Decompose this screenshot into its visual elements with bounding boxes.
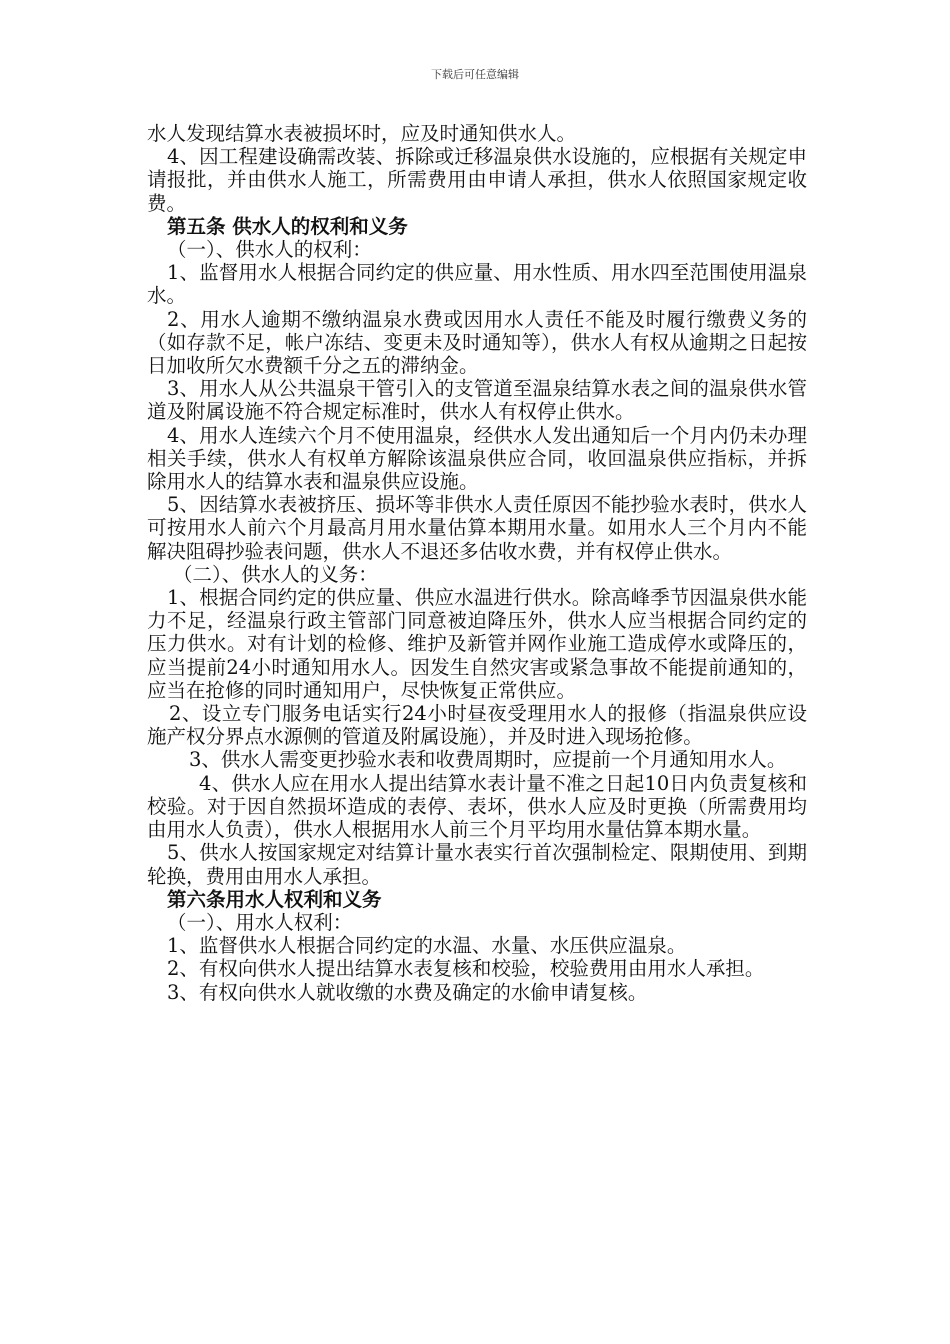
paragraph: 4、因工程建设确需改装、拆除或迁移温泉供水设施的，应根据有关规定申请报批，并由供水人施工，所需费用由申请人承担，供水人依照国家规定收费。 bbox=[147, 145, 807, 215]
paragraph: 4、用水人连续六个月不使用温泉，经供水人发出通知后一个月内仍未办理相关手续，供水人有权单方解除该温泉供应合同，收回温泉供应指标，并拆除用水人的结算水表和温泉供应设施。 bbox=[147, 423, 807, 494]
subsection-heading: （一）、供水人的权利： bbox=[167, 238, 372, 262]
section-heading: 第六条用水人权利和义务 bbox=[167, 887, 382, 911]
paragraph: 3、供水人需变更抄验水表和收费周期时，应提前一个月通知用水人。 bbox=[189, 748, 787, 772]
paragraph: 2、有权向供水人提出结算水表复核和校验，校验费用由用水人承担。 bbox=[167, 957, 765, 981]
subsection-heading: （一）、用水人权利： bbox=[167, 910, 353, 934]
paragraph: 1、监督用水人根据合同约定的供应量、用水性质、用水四至范围使用温泉水。 bbox=[147, 261, 807, 308]
paragraph: 2、用水人逾期不缴纳温泉水费或因用水人责任不能及时履行缴费义务的（如存款不足，帐户冻结、变更未及时通知等），供水人有权从逾期之日起按日加收所欠水费额千分之五的滞纳金。 bbox=[147, 307, 807, 378]
paragraph: 2、设立专门服务电话实行24小时昼夜受理用水人的报修（指温泉供应设施产权分界点水源侧的管道及附属设施），并及时进入现场抢修。 bbox=[147, 702, 807, 749]
paragraph: 5、因结算水表被挤压、损坏等非供水人责任原因不能抄验水表时，供水人可按用水人前六个月最高月用水量估算本期用水量。如用水人三个月内不能解决阻碍抄验表问题，供水人不退还多估收水费，并有权停止供水。 bbox=[147, 493, 807, 563]
paragraph: 水人发现结算水表被损坏时，应及时通知供水人。 bbox=[147, 122, 577, 145]
subsection-heading: （二）、供水人的义务： bbox=[173, 562, 378, 586]
page-header-note: 下载后可任意编辑 bbox=[431, 68, 519, 81]
paragraph: 3、有权向供水人就收缴的水费及确定的水偷申请复核。 bbox=[167, 980, 648, 1004]
paragraph: 5、供水人按国家规定对结算计量水表实行首次强制检定、限期使用、到期轮换，费用由用水人承担。 bbox=[147, 841, 807, 888]
paragraph: 3、用水人从公共温泉干管引入的支管道至温泉结算水表之间的温泉供水管道及附属设施不符合规定标准时，供水人有权停止供水。 bbox=[147, 377, 807, 424]
paragraph: 1、监督供水人根据合同约定的水温、水量、水压供应温泉。 bbox=[167, 934, 687, 958]
document-body bbox=[147, 122, 807, 1004]
section-heading: 第五条 供水人的权利和义务 bbox=[167, 214, 408, 238]
paragraph: 1、根据合同约定的供应量、供应水温进行供水。除高峰季节因温泉供水能力不足，经温泉行政主管部门同意被迫降压外，供水人应当根据合同约定的压力供水。对有计划的检修、维护及新管并网作业施工造成停水或降压的，应当提前24小时通知用水人。因发生自然灾害或紧急事故不能提前通知的，应当在抢修的同时通知用户，尽快恢复正常供应。 bbox=[147, 586, 807, 702]
paragraph: 4、供水人应在用水人提出结算水表计量不准之日起10日内负责复核和校验。对于因自然损坏造成的表停、表坏，供水人应及时更换（所需费用均由用水人负责），供水人根据用水人前三个月平均用水量估算本期水量。 bbox=[147, 771, 807, 842]
